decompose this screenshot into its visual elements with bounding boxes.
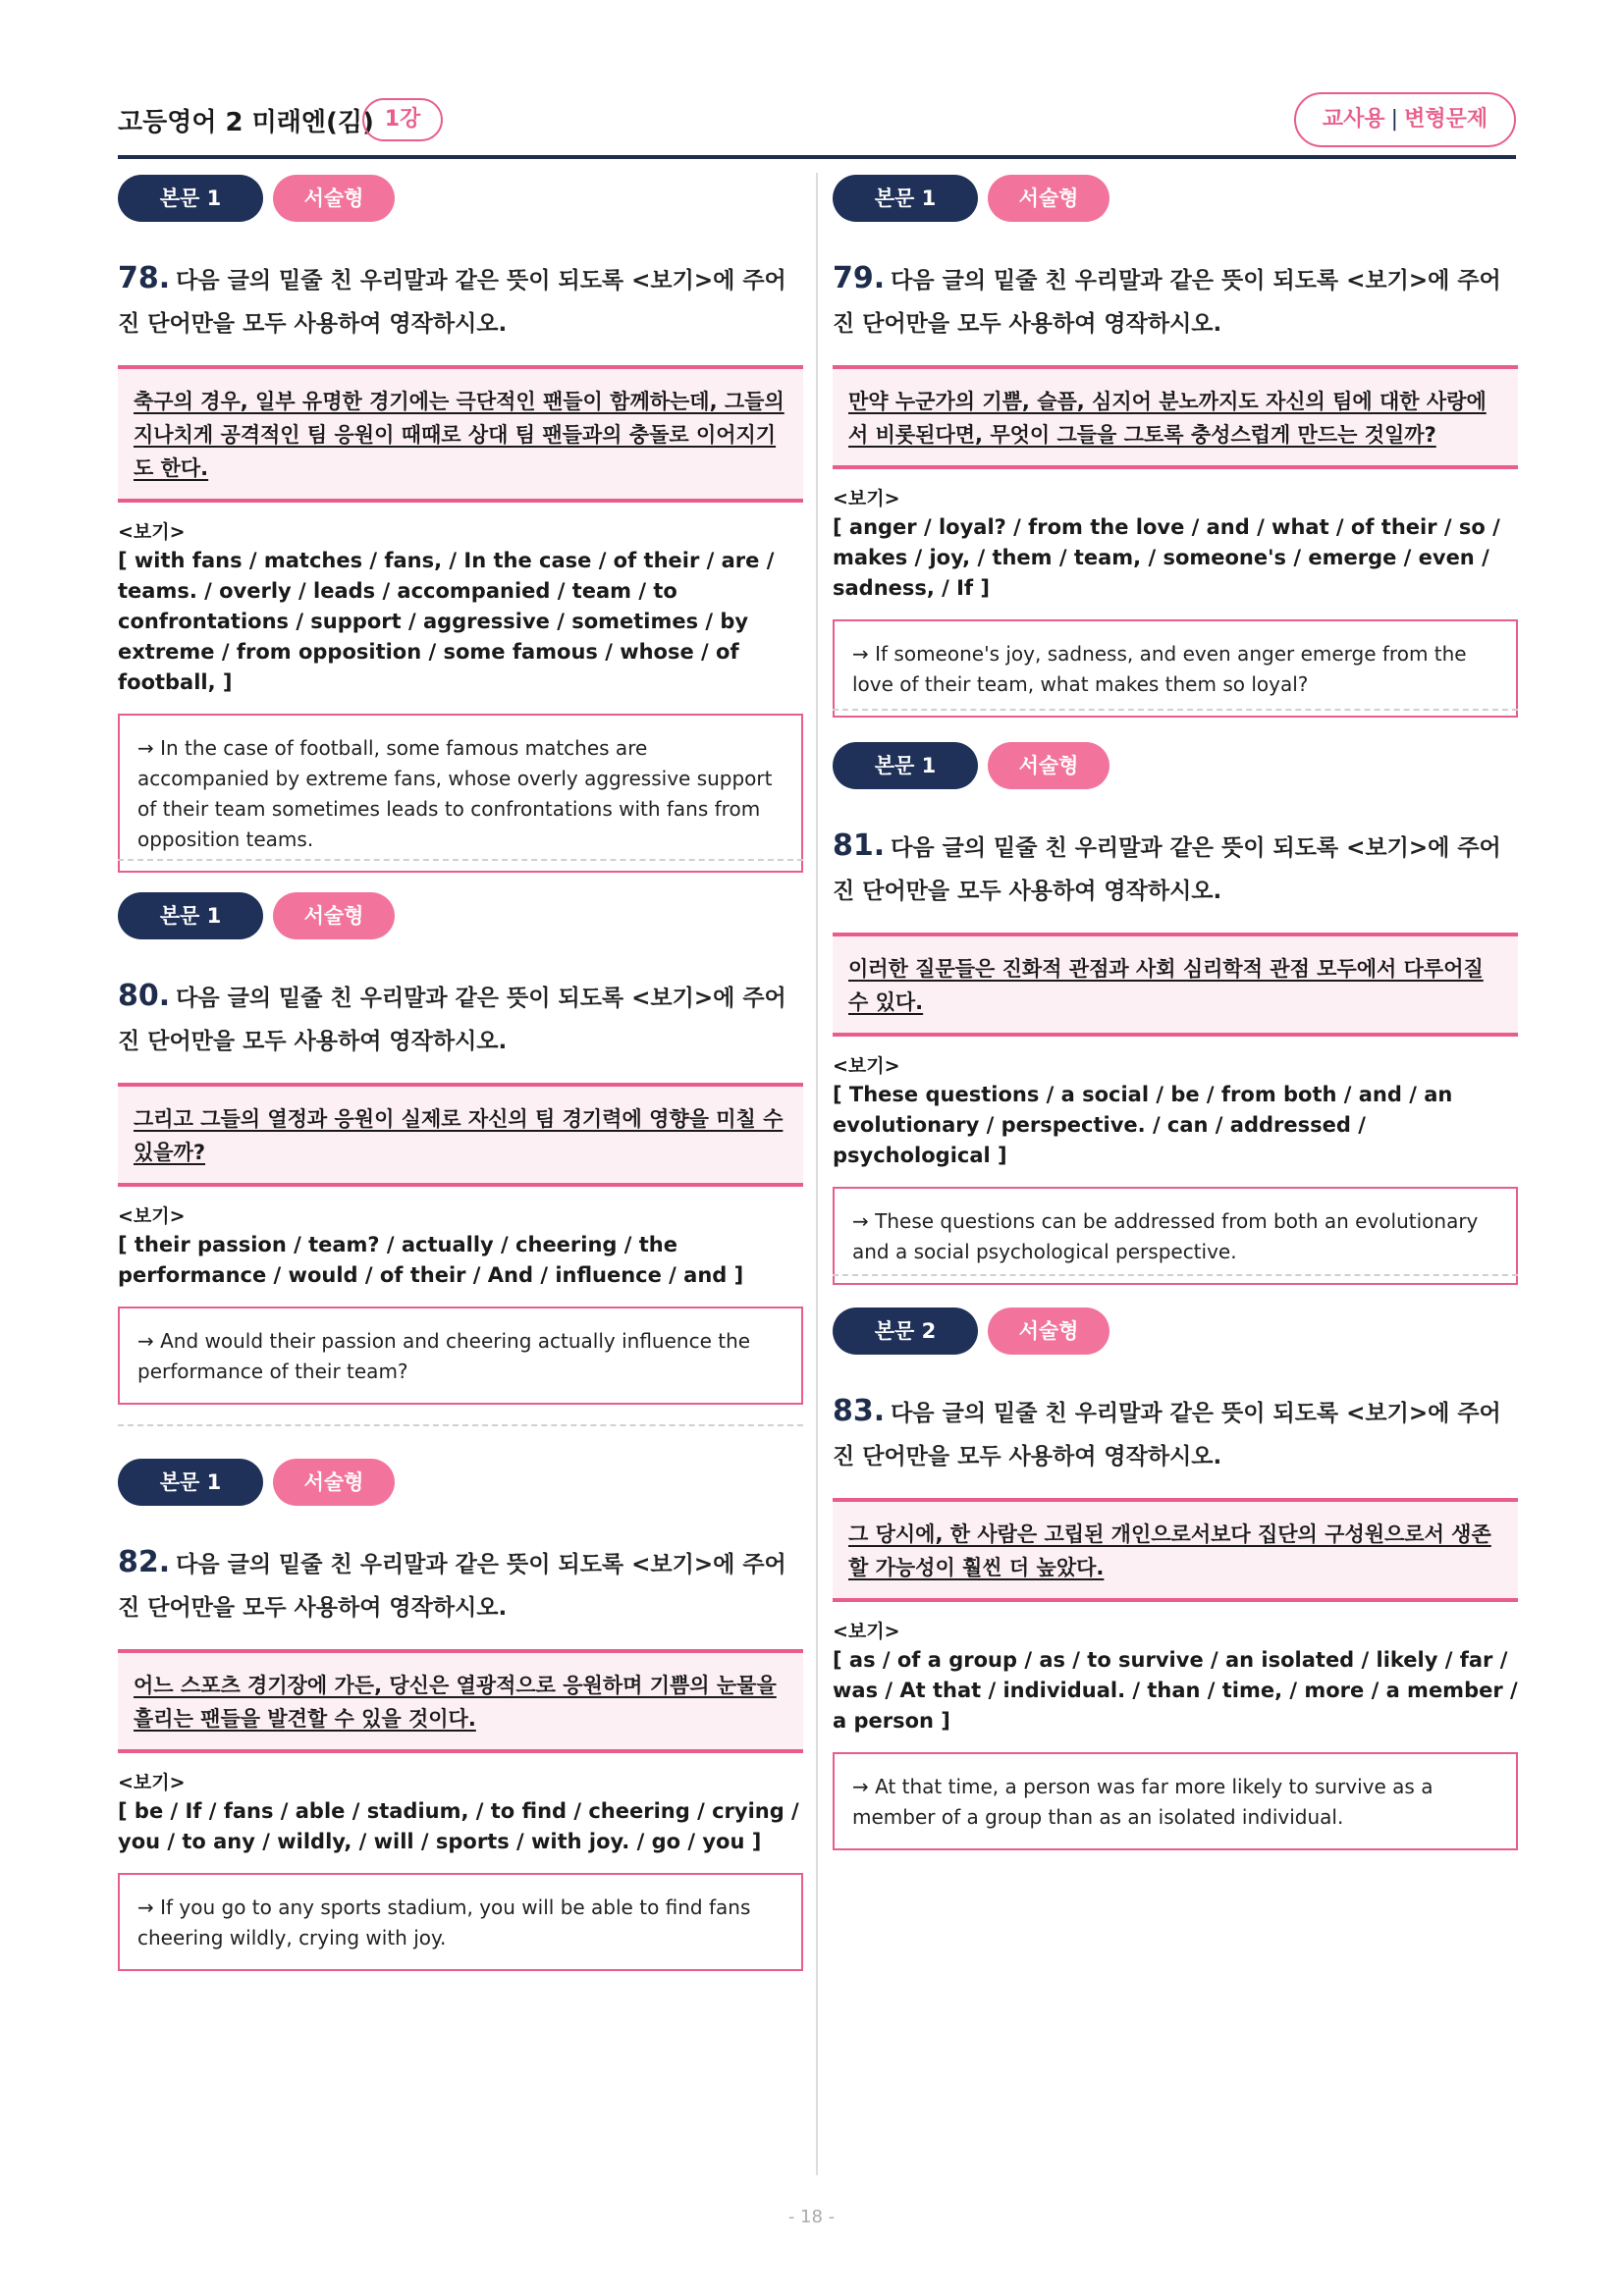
korean-sentence: 축구의 경우, 일부 유명한 경기에는 극단적인 팬들이 함께하는데, 그들의 지나치게 공격적인 팀 응원이 때때로 상대 팀 팬들과의 충돌로 이어지기도 한다. — [134, 390, 784, 480]
question-number: 79. — [833, 261, 886, 295]
bogi-label: <보기> — [833, 1621, 900, 1642]
question-type-tag: 서술형 — [273, 1459, 395, 1506]
page-number: - 18 - — [787, 2207, 836, 2227]
question-83 — [833, 1308, 1518, 1850]
bogi-word-list: [ anger / loyal? / from the love / and / what / of their / so / makes / joy, / them / team, / someone's / emerge / even / sadness, / If ] — [833, 515, 1500, 600]
kind-label: 변형문제 — [1404, 107, 1488, 132]
question-instruction: 다음 글의 밑줄 친 우리말과 같은 뜻이 되도록 <보기>에 주어진 단어만을 모두 사용하여 영작하시오. — [118, 1552, 786, 1621]
question-tags — [118, 892, 803, 939]
question-number: 80. — [118, 979, 171, 1013]
bogi-label: <보기> — [833, 1055, 900, 1077]
korean-sentence: 그리고 그들의 열정과 응원이 실제로 자신의 팀 경기력에 영향을 미칠 수 있을까? — [134, 1107, 784, 1164]
answer-box: → These questions can be addressed from both an evolutionary and a social psychological perspective. — [833, 1187, 1518, 1285]
passage-tag: 본문 1 — [118, 892, 263, 939]
question-number: 78. — [118, 261, 171, 295]
question-78 — [118, 175, 803, 873]
question-type-tag: 서술형 — [988, 1308, 1109, 1355]
passage-tag: 본문 1 — [833, 175, 978, 222]
passage-tag: 본문 1 — [833, 742, 978, 789]
question-instruction: 다음 글의 밑줄 친 우리말과 같은 뜻이 되도록 <보기>에 주어진 단어만을 모두 사용하여 영작하시오. — [118, 268, 786, 337]
page-header — [118, 94, 1516, 159]
question-instruction: 다음 글의 밑줄 친 우리말과 같은 뜻이 되도록 <보기>에 주어진 단어만을 모두 사용하여 영작하시오. — [118, 986, 786, 1054]
bogi-word-list: [ These questions / a social / be / from both / and / an evolutionary / perspective. / can / addressed / psychological ] — [833, 1083, 1453, 1167]
document-title: 고등영어 2 미래엔(김) — [118, 108, 374, 137]
question-tags — [118, 1459, 803, 1506]
question-tags — [833, 1308, 1518, 1355]
korean-sentence-box — [118, 365, 803, 503]
bogi-word-list: [ their passion / team? / actually / cheering / the performance / would / of their / And / influence / and ] — [118, 1233, 744, 1287]
question-stem — [118, 975, 803, 1063]
bogi-label: <보기> — [118, 1205, 186, 1227]
question-number: 82. — [118, 1545, 171, 1579]
bogi-word-list: [ with fans / matches / fans, / In the case / of their / are / teams. / overly / leads / accompanied / team / to confrontations / support / aggressive / sometimes / by extreme / from opposition / some famous / whose / of football, ] — [118, 549, 775, 694]
passage-tag: 본문 1 — [118, 1459, 263, 1506]
question-81 — [833, 742, 1518, 1285]
question-instruction: 다음 글의 밑줄 친 우리말과 같은 뜻이 되도록 <보기>에 주어진 단어만을 모두 사용하여 영작하시오. — [833, 1401, 1501, 1469]
bogi-label: <보기> — [118, 521, 186, 543]
answer-box: → If someone's joy, sadness, and even anger emerge from the love of their team, what makes them so loyal? — [833, 619, 1518, 718]
passage-tag: 본문 2 — [833, 1308, 978, 1355]
answer-box: → At that time, a person was far more likely to survive as a member of a group than as an isolated individual. — [833, 1752, 1518, 1850]
passage-tag: 본문 1 — [118, 175, 263, 222]
question-type-tag: 서술형 — [273, 892, 395, 939]
question-tags — [833, 742, 1518, 789]
question-tags — [833, 175, 1518, 222]
korean-sentence: 어느 스포츠 경기장에 가든, 당신은 열광적으로 응원하며 기쁨의 눈물을 흘리는 팬들을 발견할 수 있을 것이다. — [134, 1674, 777, 1731]
question-instruction: 다음 글의 밑줄 친 우리말과 같은 뜻이 되도록 <보기>에 주어진 단어만을 모두 사용하여 영작하시오. — [833, 835, 1501, 904]
question-stem — [833, 257, 1518, 346]
question-type-tag: 서술형 — [988, 742, 1109, 789]
bogi-word-list: [ be / If / fans / able / stadium, / to find / cheering / crying / you / to any / wildly, / will / sports / with joy. / go / you ] — [118, 1799, 799, 1853]
worksheet-type-badge — [1294, 92, 1516, 147]
question-number: 83. — [833, 1394, 886, 1428]
role-label: 교사용 — [1322, 107, 1385, 132]
question-80 — [118, 892, 803, 1405]
korean-sentence-box — [833, 933, 1518, 1037]
bogi-word-list: [ as / of a group / as / to survive / an isolated / likely / far / was / At that / individual. / than / time, / more / a member / a person ] — [833, 1648, 1518, 1733]
question-separator — [118, 1424, 803, 1426]
question-type-tag: 서술형 — [273, 175, 395, 222]
question-type-tag: 서술형 — [988, 175, 1109, 222]
answer-box: → If you go to any sports stadium, you will be able to find fans cheering wildly, crying with joy. — [118, 1873, 803, 1971]
question-tags — [118, 175, 803, 222]
question-stem — [118, 1541, 803, 1629]
question-separator — [118, 859, 803, 861]
question-stem — [833, 825, 1518, 913]
korean-sentence-box — [118, 1083, 803, 1187]
question-82 — [118, 1459, 803, 1971]
question-separator — [833, 709, 1518, 711]
korean-sentence-box — [118, 1649, 803, 1753]
badge-separator: | — [1390, 107, 1399, 132]
question-separator — [833, 1274, 1518, 1276]
answer-box: → And would their passion and cheering actually influence the performance of their team? — [118, 1307, 803, 1405]
bogi-label: <보기> — [833, 488, 900, 509]
bogi-label: <보기> — [118, 1772, 186, 1793]
korean-sentence: 이러한 질문들은 진화적 관점과 사회 심리학적 관점 모두에서 다루어질 수 있다. — [848, 957, 1484, 1014]
korean-sentence-box — [833, 1498, 1518, 1602]
question-number: 81. — [833, 828, 886, 863]
korean-sentence: 그 당시에, 한 사람은 고립된 개인으로서보다 집단의 구성원으로서 생존할 가능성이 훨씬 더 높았다. — [848, 1522, 1491, 1579]
korean-sentence: 만약 누군가의 기쁨, 슬픔, 심지어 분노까지도 자신의 팀에 대한 사랑에서 비롯된다면, 무엇이 그들을 그토록 충성스럽게 만드는 것일까? — [848, 390, 1487, 447]
question-instruction: 다음 글의 밑줄 친 우리말과 같은 뜻이 되도록 <보기>에 주어진 단어만을 모두 사용하여 영작하시오. — [833, 268, 1501, 337]
lesson-badge: 1강 — [362, 98, 443, 141]
answer-box: → In the case of football, some famous matches are accompanied by extreme fans, whose overly aggressive support of their team sometimes leads to confrontations with fans from opposition teams. — [118, 714, 803, 873]
question-79 — [833, 175, 1518, 718]
korean-sentence-box — [833, 365, 1518, 469]
question-stem — [118, 257, 803, 346]
question-stem — [833, 1390, 1518, 1478]
column-divider — [816, 173, 818, 2175]
